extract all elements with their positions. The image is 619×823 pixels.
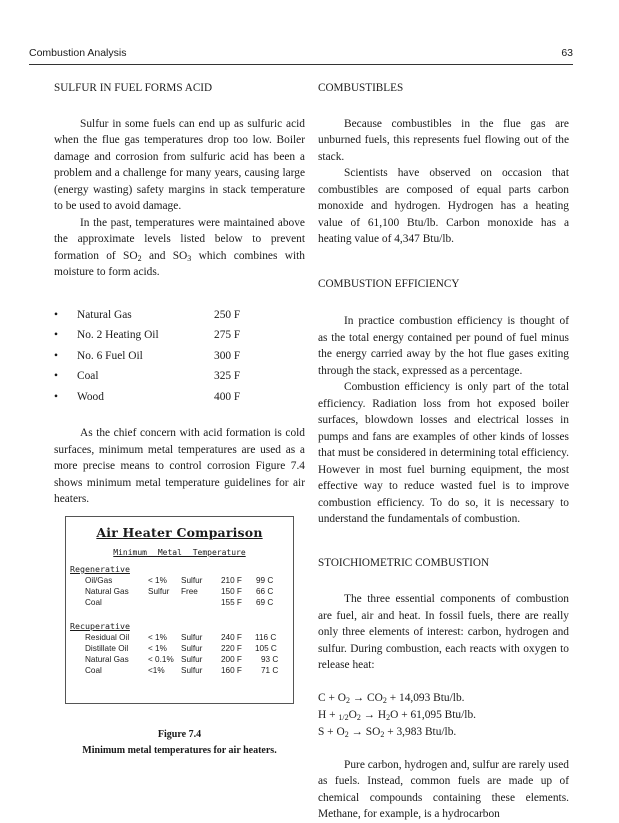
- bullet-icon: •: [54, 329, 58, 341]
- heading-stoichiometric: STOICHIOMETRIC COMBUSTION: [318, 556, 490, 569]
- table-row: Natural Gas < 0.1% Sulfur 200 F 93 C: [85, 655, 279, 664]
- sulfur-paragraph-1: Sulfur in some fuels can end up as sulfuric acid when the flue gas temperatures drop too low. Boiler damage and corrosion from sulfuric acid has been a problem and a challenge for many years, causing large (energy wasting) safety margins in stack temperature to be used to avoid damage.: [54, 117, 305, 212]
- bullet-icon: •: [54, 349, 58, 362]
- combustibles-paragraph-2: Scientists have observed on occasion that combustibles are composed of equal parts carbon monoxide and hydrogen. Hydrogen has a heating value of 61,100 Btu/lb. Carbon monoxide has a heating value of 4,347 Btu/lb.: [318, 167, 569, 245]
- efficiency-paragraph-1: In practice combustion efficiency is thought of as the total energy contained per pound of fuel minus the energy carried away by the hot flue gases exiting through the stack, expressed as a percentage.: [318, 315, 569, 377]
- heading-combustibles: COMBUSTIBLES: [318, 82, 404, 94]
- efficiency-paragraph-2: Combustion efficiency is only part of the total efficiency. Radiation loss from hot exposed boiler surfaces, blowdown losses and electrical losses in pumps and fans are examples of other kinds of losses that must be considered in determining total efficiency. However in most fuel burning equipment, the most effective way to reduce wasted fuel is to improve combustion efficiency. To do so, it is necessary to understand the fundamentals of combustion.: [318, 381, 569, 525]
- table-row: Oil/Gas < 1% Sulfur 210 F 99 C: [85, 576, 274, 585]
- figure-title: Air Heater Comparison: [96, 525, 263, 540]
- table-row: Coal 155 F 69 C: [85, 598, 274, 607]
- table-row: Coal <1% Sulfur 160 F 71 C: [85, 666, 279, 675]
- table-row: Distillate Oil < 1% Sulfur 220 F 105 C: [85, 644, 277, 653]
- figure-caption: [54, 727, 305, 759]
- bullet-icon: •: [54, 370, 58, 382]
- table-row: Natural Gas Sulfur Free 150 F 66 C: [85, 587, 274, 596]
- list-item: • Wood 400 F: [54, 389, 305, 410]
- heading-combustion-efficiency: COMBUSTION EFFICIENCY: [318, 277, 460, 290]
- table-row: Residual Oil < 1% Sulfur 240 F 116 C: [85, 633, 277, 642]
- bullet-icon: •: [54, 308, 58, 321]
- figure-subtitle: Minimum Metal Temperature: [113, 548, 246, 557]
- list-item: • Natural Gas 250 F: [54, 307, 305, 328]
- equation-hydrogen: $H + _{1/2}O_2 \to H_2O + 61,095$ Btu/lb.: [318, 708, 476, 722]
- list-item: • No. 6 Fuel Oil 300 F: [54, 348, 305, 369]
- header-title: Combustion Analysis: [29, 47, 127, 59]
- caption-number: Figure 7.4: [157, 729, 202, 740]
- fuels-paragraph: Pure carbon, hydrogen and, sulfur are rarely used as fuels. Instead, common fuels are made up of chemical compounds containing these elements. Methane, for example, is a hydrocarbon: [318, 758, 569, 820]
- left-column: [54, 80, 305, 508]
- recuperative-label: Recuperative: [70, 621, 130, 631]
- caption-text: Minimum metal temperatures for air heaters.: [82, 745, 277, 756]
- equation-carbon: $C + O_2 \to CO_2 + 14,093$ Btu/lb.: [318, 691, 465, 705]
- air-heater-figure: [65, 516, 294, 704]
- sulfur-paragraph-2: In the past, temperatures were maintained above the approximate levels listed below to prevent formation of $SO_2$ and $SO_3$ which combines with moisture to form acids.: [54, 216, 305, 278]
- equation-sulfur: $S + O_2 \to SO_2 + 3,983$ Btu/lb.: [318, 725, 457, 739]
- regenerative-label: Regenerative: [70, 564, 130, 574]
- stoichiometric-paragraph: The three essential components of combustion are fuel, air and heat. In fossil fuels, there are really only three elements of interest: carbon, hydrogen and sulfur. During combustion, each reacts with oxygen to release heat:: [318, 593, 569, 671]
- list-item: • Coal 325 F: [54, 368, 305, 389]
- sulfur-paragraph-3: As the chief concern with acid formation is cold surfaces, minimum metal temperatures are used as a more precise means to control corrosion Figure 7.4 shows minimum metal temperature guidelines for air heaters.: [54, 427, 305, 505]
- running-header: [29, 44, 573, 65]
- heading-sulfur: SULFUR IN FUEL FORMS ACID: [54, 82, 213, 94]
- list-item: • No. 2 Heating Oil 275 F: [54, 327, 305, 348]
- right-column: [318, 80, 569, 823]
- combustibles-paragraph-1: Because combustibles in the flue gas are unburned fuels, this represents fuel flowing out of the stack.: [318, 117, 569, 163]
- bullet-icon: •: [54, 390, 58, 403]
- fuel-temperature-list: [54, 307, 305, 410]
- page-number: 63: [561, 47, 573, 59]
